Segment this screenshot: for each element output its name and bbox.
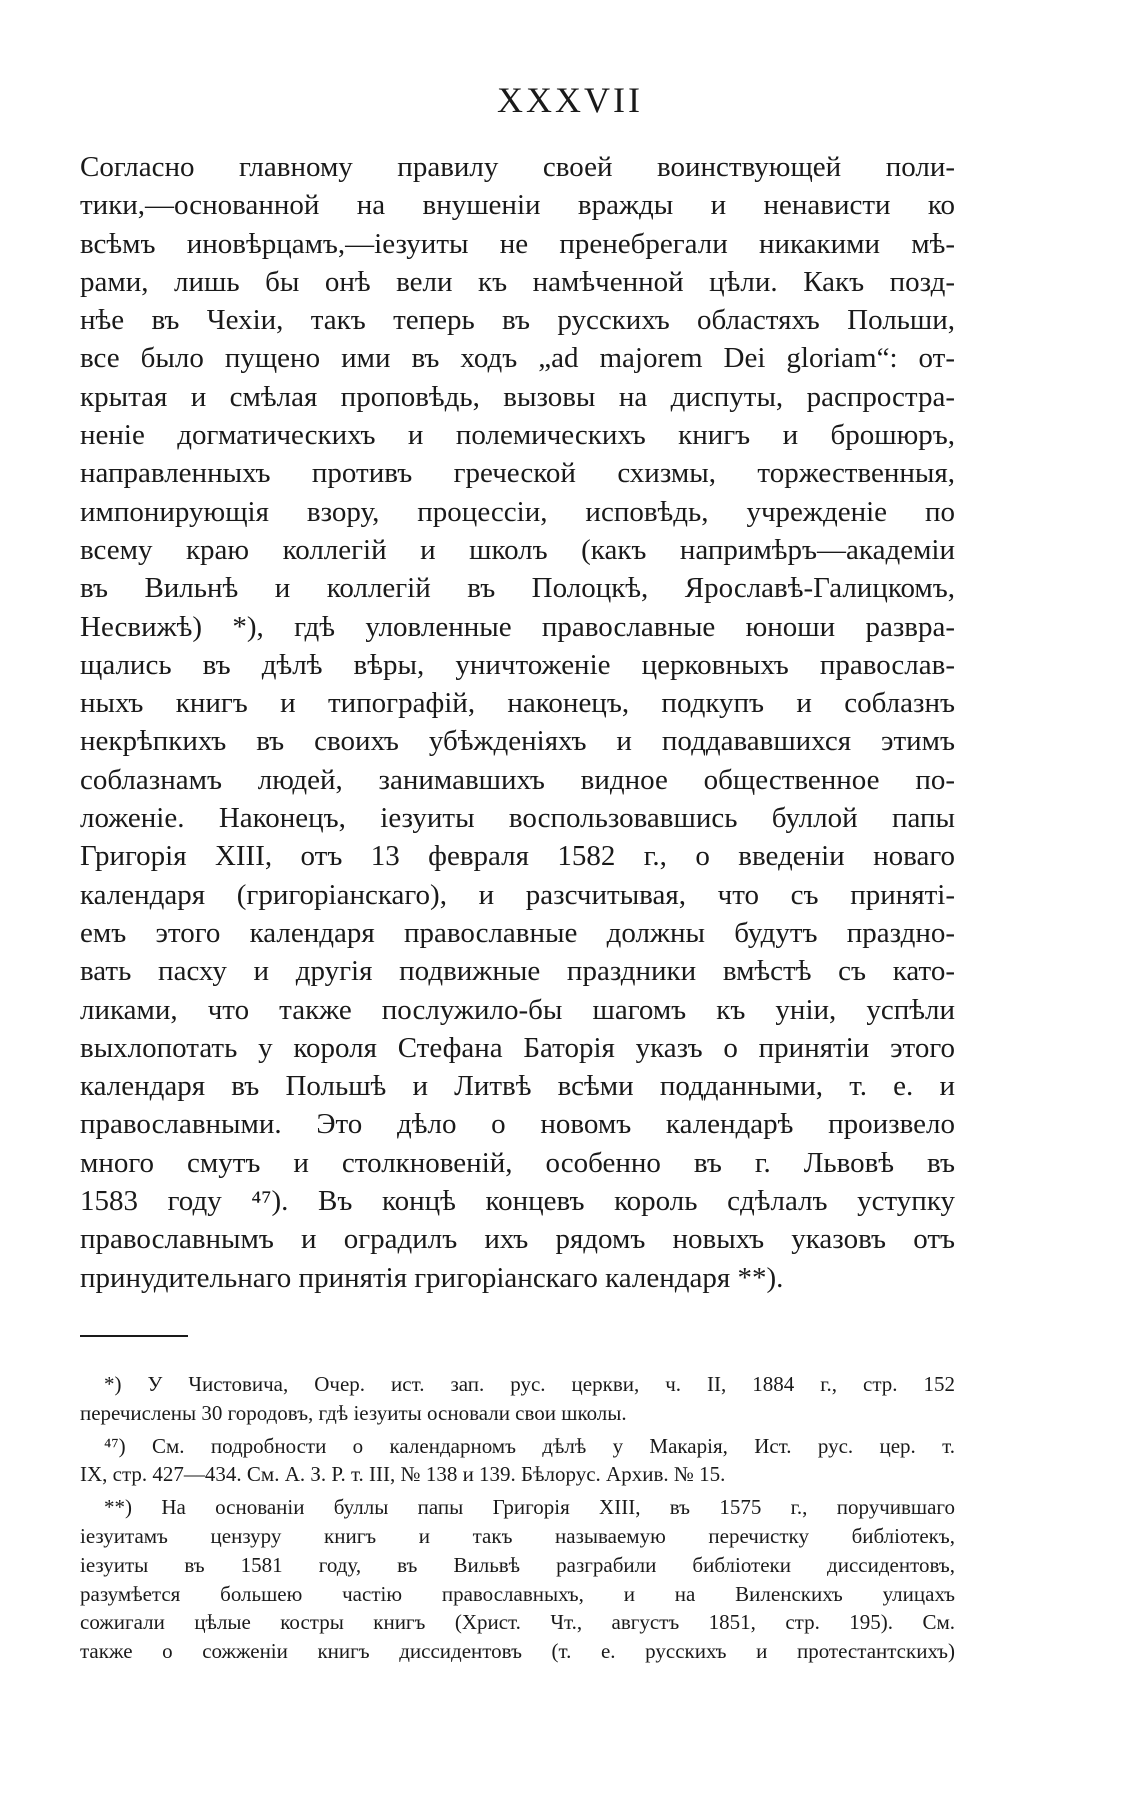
- footnote-47: [80, 1432, 955, 1490]
- footnote-line: разумѣется большею частію православныхъ, и на Виленскихъ улицахъ: [80, 1581, 955, 1606]
- body-line: Григорія XIII, отъ 13 февраля 1582 г., о введеніи новаго: [80, 840, 955, 873]
- footnote-line: перечислены 30 городовъ, гдѣ іезуиты основали свои школы.: [80, 1400, 627, 1425]
- body-line: неніе догматическихъ и полемическихъ книгъ и брошюръ,: [80, 419, 955, 452]
- body-line: Согласно главному правилу своей воинствующей поли-: [80, 151, 955, 183]
- footnote-line: также о сожженіи книгъ диссидентовъ (т. е. русскихъ и протестантскихъ): [80, 1639, 955, 1664]
- footnote-line: сожигали цѣлые костры книгъ (Христ. Чт., августъ 1851, стр. 195). См.: [80, 1610, 955, 1635]
- body-line: календаря (григоріанскаго), и разсчитывая, что съ приняті-: [80, 878, 955, 911]
- footnote-line: **) На основаніи буллы папы Григорія XIII, въ 1575 г., поручившаго: [104, 1495, 955, 1520]
- body-line: соблазнамъ людей, занимавшихъ видное общественное по-: [80, 763, 955, 796]
- chapter-number-heading: XXXVII: [497, 80, 643, 120]
- body-line: много смутъ и столкновеній, особенно въ г. Львовѣ въ: [80, 1146, 955, 1179]
- footnote-1: [80, 1370, 955, 1428]
- footnote-line: IX, стр. 427—434. См. А. З. Р. т. III, № 138 и 139. Бѣлорус. Архив. № 15.: [80, 1462, 726, 1487]
- body-line: 1583 году ⁴⁷). Въ концѣ концевъ король сдѣлалъ уступку: [80, 1185, 955, 1218]
- body-line: Несвижѣ) *), гдѣ уловленные православные юноши развра-: [80, 610, 955, 643]
- body-line: выхлопотать у короля Стефана Баторія указъ о принятіи этого: [80, 1031, 955, 1064]
- body-line: календаря въ Польшѣ и Литвѣ всѣми подданными, т. е. и: [80, 1070, 955, 1103]
- footnotes-section: [80, 1370, 955, 1666]
- body-line: православнымъ и оградилъ ихъ рядомъ новыхъ указовъ отъ: [80, 1223, 955, 1256]
- body-line: всему краю коллегій и школъ (какъ напримѣръ—академіи: [80, 533, 955, 566]
- body-line: рами, лишь бы онѣ вели къ намѣченной цѣли. Какъ позд-: [80, 265, 955, 298]
- footnote-line: іезуитамъ цензуру книгъ и такъ называемую перечистку библіотекъ,: [80, 1523, 955, 1548]
- main-body-text: [80, 148, 955, 1297]
- body-line: щались въ дѣлѣ вѣры, уничтоженіе церковныхъ православ-: [80, 648, 955, 681]
- body-line: православными. Это дѣло о новомъ календарѣ произвело: [80, 1108, 955, 1141]
- body-line: вать пасху и другія подвижные праздники вмѣстѣ съ като-: [80, 955, 955, 988]
- footnote-divider: [80, 1335, 188, 1337]
- footnote-line: ⁴⁷) См. подробности о календарномъ дѣлѣ у Макарія, Ист. рус. цер. т.: [104, 1433, 955, 1458]
- body-line: нѣе въ Чехіи, такъ теперь въ русскихъ областяхъ Польши,: [80, 304, 955, 337]
- body-line: некрѣпкихъ въ своихъ убѣжденіяхъ и поддававшихся этимъ: [80, 725, 955, 758]
- body-line: всѣмъ иновѣрцамъ,—іезуиты не пренебрегали никакими мѣ-: [80, 227, 955, 260]
- body-line: емъ этого календаря православные должны будутъ праздно-: [80, 916, 955, 949]
- footnote-line: *) У Чистовича, Очер. ист. зап. рус. церкви, ч. II, 1884 г., стр. 152: [104, 1372, 955, 1396]
- body-line: въ Вильнѣ и коллегій въ Полоцкѣ, Ярославѣ-Галицкомъ,: [80, 572, 955, 605]
- body-line: ликами, что также послужило-бы шагомъ къ уніи, успѣли: [80, 993, 955, 1026]
- body-line: ложеніе. Наконецъ, іезуиты воспользовавшись буллой папы: [80, 802, 955, 835]
- body-line: направленныхъ противъ греческой схизмы, торжественныя,: [80, 457, 955, 490]
- body-line: ныхъ книгъ и типографій, наконецъ, подкупъ и соблазнъ: [80, 687, 955, 720]
- body-line: все было пущено ими въ ходъ „ad majorem Dei gloriam“: от-: [80, 342, 955, 375]
- footnote-line: іезуиты въ 1581 году, въ Вильвѣ разграбили библіотеки диссидентовъ,: [80, 1552, 955, 1577]
- body-line: тики,—основанной на внушеніи вражды и ненависти ко: [80, 189, 955, 222]
- body-line: принудительнаго принятія григоріанскаго календаря **).: [80, 1261, 784, 1294]
- body-line: импонирующія взору, процессіи, исповѣдь, учрежденіе по: [80, 495, 955, 528]
- footnote-2: [80, 1493, 955, 1666]
- body-line: крытая и смѣлая проповѣдь, вызовы на диспуты, распростра-: [80, 380, 955, 413]
